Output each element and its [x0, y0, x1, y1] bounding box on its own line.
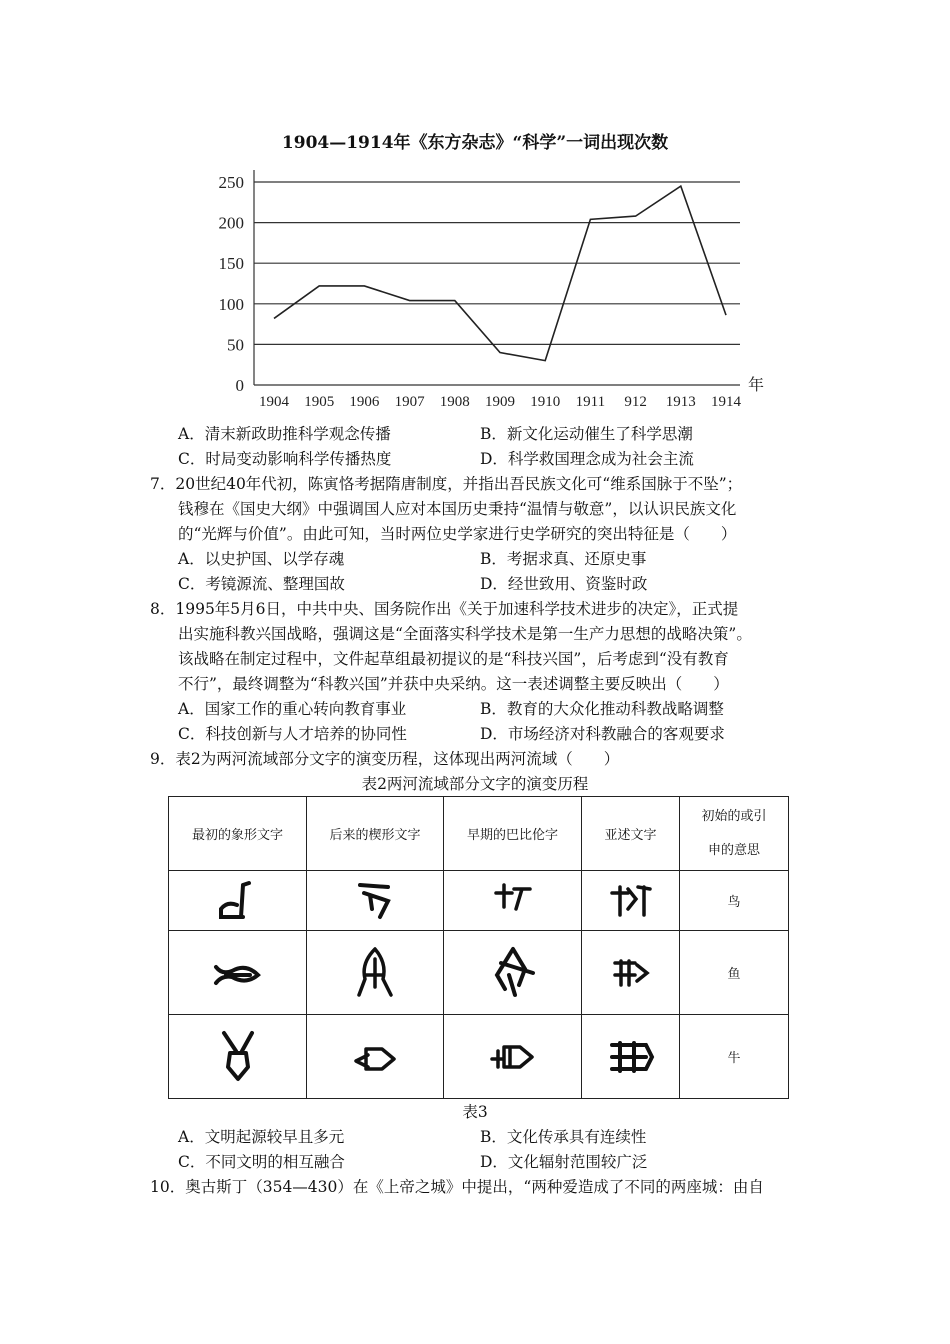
table-row [169, 1015, 789, 1099]
q9-option-d: D．文化辐射范围较广泛 [480, 1153, 648, 1171]
ox-babylonian-glyph [444, 1015, 582, 1099]
line-chart [0, 0, 950, 420]
table-header-row [169, 797, 789, 871]
script-evolution-table [168, 796, 789, 1099]
ox-pictograph-glyph [169, 1015, 307, 1099]
meaning-fish: 鱼 [680, 931, 789, 1015]
q6-option-a: A．清末新政助推科学观念传播 [178, 425, 391, 443]
q10-stem-line-1: 10．奥古斯丁（354—430）在《上帝之城》中提出，“两种爱造成了不同的两座城：由自 [150, 1178, 764, 1196]
header-meaning [680, 797, 789, 871]
q8-option-a: A．国家工作的重心转向教育事业 [178, 700, 407, 718]
q7-option-a: A．以史护国、以学存魂 [178, 550, 345, 568]
q8-stem-line-1: 8．1995年5月6日，中共中央、国务院作出《关于加速科学技术进步的决定》，正式提 [150, 600, 739, 618]
bird-babylonian-glyph [444, 871, 582, 931]
bird-cuneiform-glyph [307, 871, 444, 931]
q8-option-c: C．科技创新与人才培养的协同性 [178, 725, 407, 743]
x-tick-label: 912 [624, 394, 647, 410]
table-row [169, 871, 789, 931]
x-tick-label: 1913 [665, 394, 696, 410]
x-tick-label: 1907 [394, 394, 425, 410]
header-meaning-line-1: 初始的或引 [701, 808, 767, 824]
q8-option-b: B．教育的大众化推动科教战略调整 [480, 700, 724, 718]
table-title: 表2两河流域部分文字的演变历程 [361, 775, 589, 793]
table-caption: 表3 [462, 1103, 488, 1121]
header-cuneiform: 后来的楔形文字 [307, 797, 444, 871]
header-assyrian: 亚述文字 [582, 797, 680, 871]
fish-babylonian-glyph [444, 931, 582, 1015]
y-tick-label: 250 [218, 173, 244, 192]
q7-stem-line-3: 的“光辉与价值”。由此可知，当时两位史学家进行史学研究的突出特征是（ ） [178, 525, 737, 543]
q9-stem-line-1: 9．表2为两河流域部分文字的演变历程，这体现出两河流域（ ） [150, 750, 620, 768]
q9-option-c: C．不同文明的相互融合 [178, 1153, 345, 1171]
q6-option-d: D．科学救国理念成为社会主流 [480, 450, 694, 468]
x-tick-label: 1904 [259, 394, 289, 410]
q7-option-b: B．考据求真、还原史事 [480, 550, 647, 568]
y-tick-label: 100 [218, 294, 244, 314]
q8-stem-line-4: 不行”，最终调整为“科教兴国”并获中央采纳。这一表述调整主要反映出（ ） [178, 675, 729, 693]
y-tick-label: 50 [227, 335, 244, 355]
q9-option-a: A．文明起源较早且多元 [178, 1128, 345, 1146]
q7-option-c: C．考镜源流、整理国故 [178, 575, 345, 593]
x-axis-label: 年 [748, 375, 765, 394]
fish-pictograph-glyph [169, 931, 307, 1015]
q8-stem-line-3: 该战略在制定过程中，文件起草组最初提议的是“科技兴国”，后考虑到“没有教育 [178, 650, 729, 668]
q6-option-c: C．时局变动影响科学传播热度 [178, 450, 392, 468]
q7-stem-line-2: 钱穆在《国史大纲》中强调国人应对本国历史秉持“温情与敬意”，以认识民族文化 [178, 500, 737, 518]
q7-stem-line-1: 7．20世纪40年代初，陈寅恪考据隋唐制度，并指出吾民族文化可“维系国脉于不坠”； [150, 475, 743, 493]
header-pictograph: 最初的象形文字 [169, 797, 307, 871]
y-tick-label: 0 [235, 376, 244, 395]
fish-assyrian-glyph [582, 931, 680, 1015]
x-tick-label: 1908 [439, 394, 470, 410]
x-tick-label: 1906 [349, 394, 380, 410]
x-tick-label: 1911 [575, 394, 606, 410]
fish-cuneiform-glyph [307, 931, 444, 1015]
ox-cuneiform-glyph [307, 1015, 444, 1099]
header-meaning-line-2: 申的意思 [707, 842, 760, 858]
x-tick-label: 1910 [530, 394, 561, 410]
chart-title: 1904—1914年《东方杂志》“科学”一词出现次数 [281, 133, 669, 153]
header-babylonian: 早期的巴比伦字 [444, 797, 582, 871]
meaning-bird: 鸟 [680, 871, 789, 931]
q8-stem-line-2: 出实施科教兴国战略，强调这是“全面落实科学技术是第一生产力思想的战略决策”。 [178, 625, 752, 643]
meaning-ox: 牛 [680, 1015, 789, 1099]
q9-option-b: B．文化传承具有连续性 [480, 1128, 647, 1146]
bird-assyrian-glyph [582, 871, 680, 931]
table-row [169, 931, 789, 1015]
ox-assyrian-glyph [582, 1015, 680, 1099]
y-tick-label: 200 [218, 213, 244, 233]
series-line [274, 186, 726, 361]
x-tick-label: 1905 [304, 394, 335, 410]
x-tick-label: 1914 [711, 394, 741, 410]
q7-option-d: D．经世致用、资鉴时政 [480, 575, 648, 593]
x-tick-label: 1909 [485, 394, 515, 410]
q6-option-b: B．新文化运动催生了科学思潮 [480, 425, 693, 443]
bird-pictograph-glyph [169, 871, 307, 931]
y-tick-label: 150 [218, 254, 244, 274]
q8-option-d: D．市场经济对科教融合的客观要求 [480, 725, 725, 743]
